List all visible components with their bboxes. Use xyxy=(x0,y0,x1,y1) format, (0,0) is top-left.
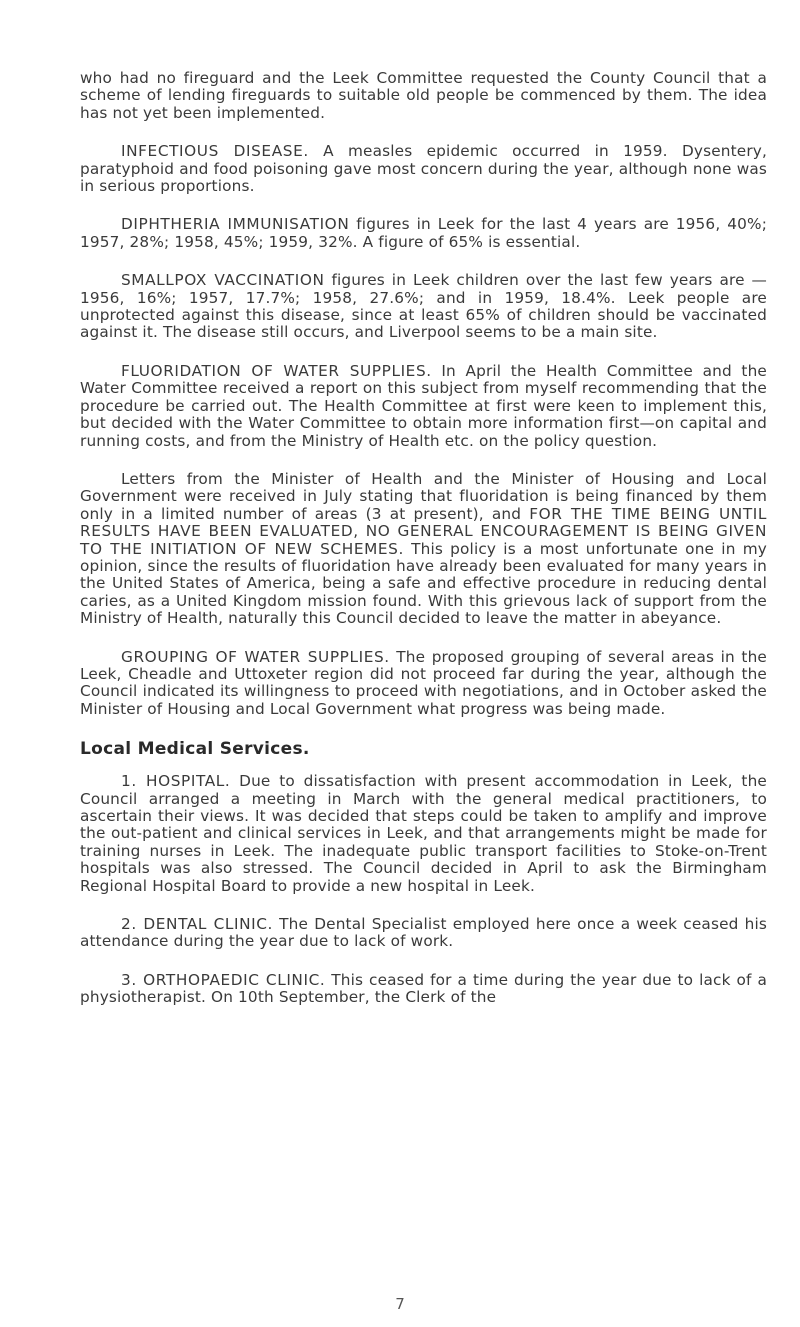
letters-caps-statement: FOR THE TIME BEING UNTIL RESULTS HAVE BEEN EVALUATED, NO GENERAL ENCOURAGEMENT IS BEING GIVEN TO THE INITIATION OF NEW SCHEMES. xyxy=(80,504,768,558)
smallpox-paragraph xyxy=(80,272,767,342)
local-medical-services-heading: Local Medical Services. xyxy=(80,739,310,760)
orthopaedic-clinic-text: This ceased for a time during the year due to lack of a physiotherapist. On 10th September, the Clerk of the xyxy=(80,970,767,1007)
infectious-disease-text: A measles epidemic occurred in 1959. Dysentery, paratyphoid and food poisoning gave most concern during the year, although none was in serious proportions. xyxy=(80,142,767,196)
hospital-paragraph xyxy=(80,773,767,895)
smallpox-heading: SMALLPOX VACCINATION xyxy=(121,271,325,290)
fluoridation-paragraph xyxy=(80,363,767,450)
infectious-disease-paragraph xyxy=(80,143,767,195)
orthopaedic-clinic-paragraph xyxy=(80,972,767,1007)
dental-clinic-paragraph xyxy=(80,916,767,951)
grouping-text: The proposed grouping of several areas in the Leek, Cheadle and Uttoxeter region did not proceed far during the year, although the Council indicated its willingness to proceed with negotiations, and in October asked the Minister of Housing and Local Government what progress was being made. xyxy=(80,647,767,718)
grouping-paragraph xyxy=(80,649,767,719)
fluoridation-heading: FLUORIDATION OF WATER SUPPLIES. xyxy=(121,361,432,380)
diphtheria-heading: DIPHTHERIA IMMUNISATION xyxy=(121,215,350,234)
fluoridation-text: In April the Health Committee and the Water Committee received a report on this subject from myself recommending that the procedure be carried out. The Health Committee at first were keen to implement this, but decided with the Water Committee to obtain more information first—on capital and running costs, and from the Ministry of Health etc. on the policy question. xyxy=(80,361,767,450)
letters-paragraph xyxy=(80,471,767,628)
hospital-text: Due to dissatisfaction with present accommodation in Leek, the Council arranged a meeting in March with the general medical practitioners, to ascertain their views. It was decided that steps could be taken to amplify and improve the out-patient and clinical services in Leek, and that arrangements might be made for training nurses in Leek. The inadequate public transport facilities to Stoke-on-Trent hospitals was also stressed. The Council decided in April to ask the Birmingham Regional Hospital Board to provide a new hospital in Leek. xyxy=(80,772,767,895)
dental-clinic-text: The Dental Specialist employed here once a week ceased his attendance during the year due to lack of work. xyxy=(80,915,767,951)
orthopaedic-clinic-heading: 3. ORTHOPAEDIC CLINIC. xyxy=(121,970,326,989)
letters-text-1: Letters from the Minister of Health and the Minister of Housing and Local Government were received in July stating that fluoridation is being financed by them only in a limited number of areas (3 at present), and xyxy=(80,469,767,523)
grouping-heading: GROUPING OF WATER SUPPLIES. xyxy=(121,647,390,666)
hospital-heading: 1. HOSPITAL. xyxy=(121,772,231,791)
document-page xyxy=(80,70,767,1028)
continuation-paragraph: who had no fireguard and the Leek Committee requested the County Council that a scheme of lending fireguards to suitable old people be commenced by them. The idea has not yet been implemented. xyxy=(80,69,767,122)
diphtheria-text: figures in Leek for the last 4 years are 1956, 40%; 1957, 28%; 1958, 45%; 1959, 32%. A figure of 65% is essential. xyxy=(80,215,767,251)
letters-text-2: This policy is a most unfortunate one in my opinion, since the results of fluoridation have already been evaluated for many years in the United States of America, being a safe and effective procedure in reducing dental caries, as a United Kingdom mission found. With this grievous lack of support from the Ministry of Health, naturally this Council decided to leave the matter in abeyance. xyxy=(80,539,767,628)
diphtheria-paragraph xyxy=(80,216,767,251)
dental-clinic-heading: 2. DENTAL CLINIC. xyxy=(121,915,274,934)
page-number: 7 xyxy=(395,1295,405,1313)
smallpox-text: figures in Leek children over the last few years are — 1956, 16%; 1957, 17.7%; 1958, 27.6%; and in 1959, 18.4%. Leek people are unprotected against this disease, since at least 65% of children should be vaccinated against it. The disease still occurs, and Liverpool seems to be a main site. xyxy=(80,271,767,342)
infectious-disease-heading: INFECTIOUS DISEASE. xyxy=(121,142,309,161)
